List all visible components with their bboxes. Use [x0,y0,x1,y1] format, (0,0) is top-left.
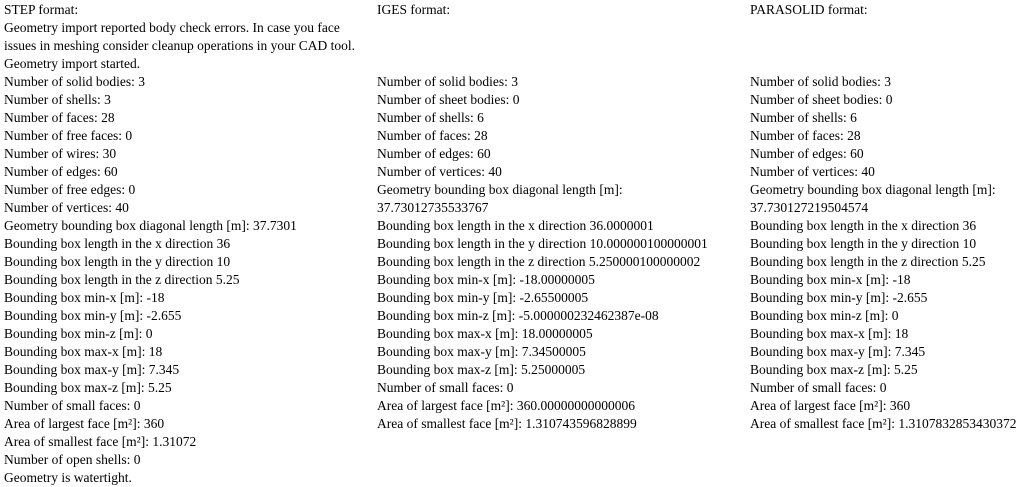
log-line: Number of small faces: 0 [377,380,514,395]
log-line: Area of smallest face [m²]: 1.31072 [4,434,197,449]
log-line: Geometry bounding box diagonal length [m]: 37.7301 [4,218,297,233]
log-line: Bounding box min-y [m]: -2.65500005 [377,290,589,305]
log-line: Number of shells: 6 [750,110,857,125]
log-line: Bounding box length in the y direction 10 [750,236,977,251]
log-line: Number of free faces: 0 [4,128,133,143]
log-line [377,19,708,37]
log-line: Bounding box max-z [m]: 5.25 [750,362,918,377]
log-line: Number of edges: 60 [4,164,118,179]
log-line: Bounding box min-y [m]: -2.655 [750,290,928,305]
log-line: Number of vertices: 40 [750,164,875,179]
log-line: Bounding box min-z [m]: 0 [750,308,899,323]
log-line: Area of smallest face [m²]: 1.310743596828899 [377,416,637,431]
log-line: Number of faces: 28 [4,110,115,125]
log-line: Area of smallest face [m²]: 1.3107832853430372 [750,416,1017,431]
log-line: Number of edges: 60 [377,146,491,161]
log-line: Bounding box min-z [m]: 0 [4,326,153,341]
log-line: Number of solid bodies: 3 [377,74,518,89]
log-line: Bounding box min-x [m]: -18.00000005 [377,272,595,287]
log-line: Bounding box min-x [m]: -18 [4,290,165,305]
log-line: Geometry is watertight. [4,470,132,485]
log-line [377,55,708,73]
log-line: Geometry import started. [4,56,141,71]
log-line: Bounding box length in the y direction 10.000000100000001 [377,236,708,251]
log-line: Number of solid bodies: 3 [4,74,145,89]
log-line: 37.73012735533767 [377,200,489,215]
log-line [750,55,1016,73]
log-line: Bounding box max-y [m]: 7.345 [4,362,180,377]
log-line: Number of shells: 6 [377,110,484,125]
log-line [750,19,1016,37]
log-line: Number of small faces: 0 [750,380,887,395]
log-line [377,37,708,55]
log-line: Bounding box length in the x direction 36.0000001 [377,218,654,233]
log-line: Geometry bounding box diagonal length [m]: [750,182,996,197]
log-line: Number of sheet bodies: 0 [750,92,893,107]
log-line: Bounding box max-y [m]: 7.345 [750,344,926,359]
log-line: Bounding box max-x [m]: 18 [750,326,909,341]
log-line: Geometry import reported body check errors. In case you face [4,20,340,35]
log-line: Bounding box max-z [m]: 5.25 [4,380,172,395]
log-line: Number of free edges: 0 [4,182,136,197]
log-line: Bounding box max-x [m]: 18.00000005 [377,326,593,341]
log-line: Bounding box length in the x direction 36 [750,218,977,233]
log-line: Bounding box max-x [m]: 18 [4,344,163,359]
step-format-column [4,1,355,487]
parasolid-format-column [750,1,1016,433]
log-line: Number of open shells: 0 [4,452,141,467]
iges-format-column [377,1,708,433]
log-line: STEP format: [4,2,79,17]
log-line: Number of vertices: 40 [377,164,502,179]
log-line: Bounding box length in the x direction 36 [4,236,231,251]
log-line: IGES format: [377,2,451,17]
log-line: Bounding box length in the y direction 10 [4,254,231,269]
log-line: PARASOLID format: [750,2,868,17]
log-line: Number of sheet bodies: 0 [377,92,520,107]
log-line: Bounding box min-y [m]: -2.655 [4,308,182,323]
log-line: Number of vertices: 40 [4,200,129,215]
log-line: Number of wires: 30 [4,146,117,161]
log-line: Bounding box length in the z direction 5.250000100000002 [377,254,701,269]
log-line: Area of largest face [m²]: 360 [750,398,911,413]
log-line [750,37,1016,55]
log-line: Bounding box max-z [m]: 5.25000005 [377,362,586,377]
log-line: Bounding box min-x [m]: -18 [750,272,911,287]
log-line: Bounding box length in the z direction 5.25 [750,254,986,269]
log-line: Number of faces: 28 [750,128,861,143]
log-line: Area of largest face [m²]: 360.00000000000006 [377,398,635,413]
log-line: Number of shells: 3 [4,92,111,107]
log-line: Number of faces: 28 [377,128,488,143]
log-line: Geometry bounding box diagonal length [m]: [377,182,623,197]
log-line: 37.730127219504574 [750,200,869,215]
log-line: Bounding box max-y [m]: 7.34500005 [377,344,586,359]
log-line: Area of largest face [m²]: 360 [4,416,165,431]
log-line: Number of small faces: 0 [4,398,141,413]
log-line: Number of edges: 60 [750,146,864,161]
log-line: Bounding box min-z [m]: -5.000000232462387e-08 [377,308,659,323]
log-line: issues in meshing consider cleanup operations in your CAD tool. [4,38,355,53]
log-line: Bounding box length in the z direction 5.25 [4,272,240,287]
log-line: Number of solid bodies: 3 [750,74,891,89]
